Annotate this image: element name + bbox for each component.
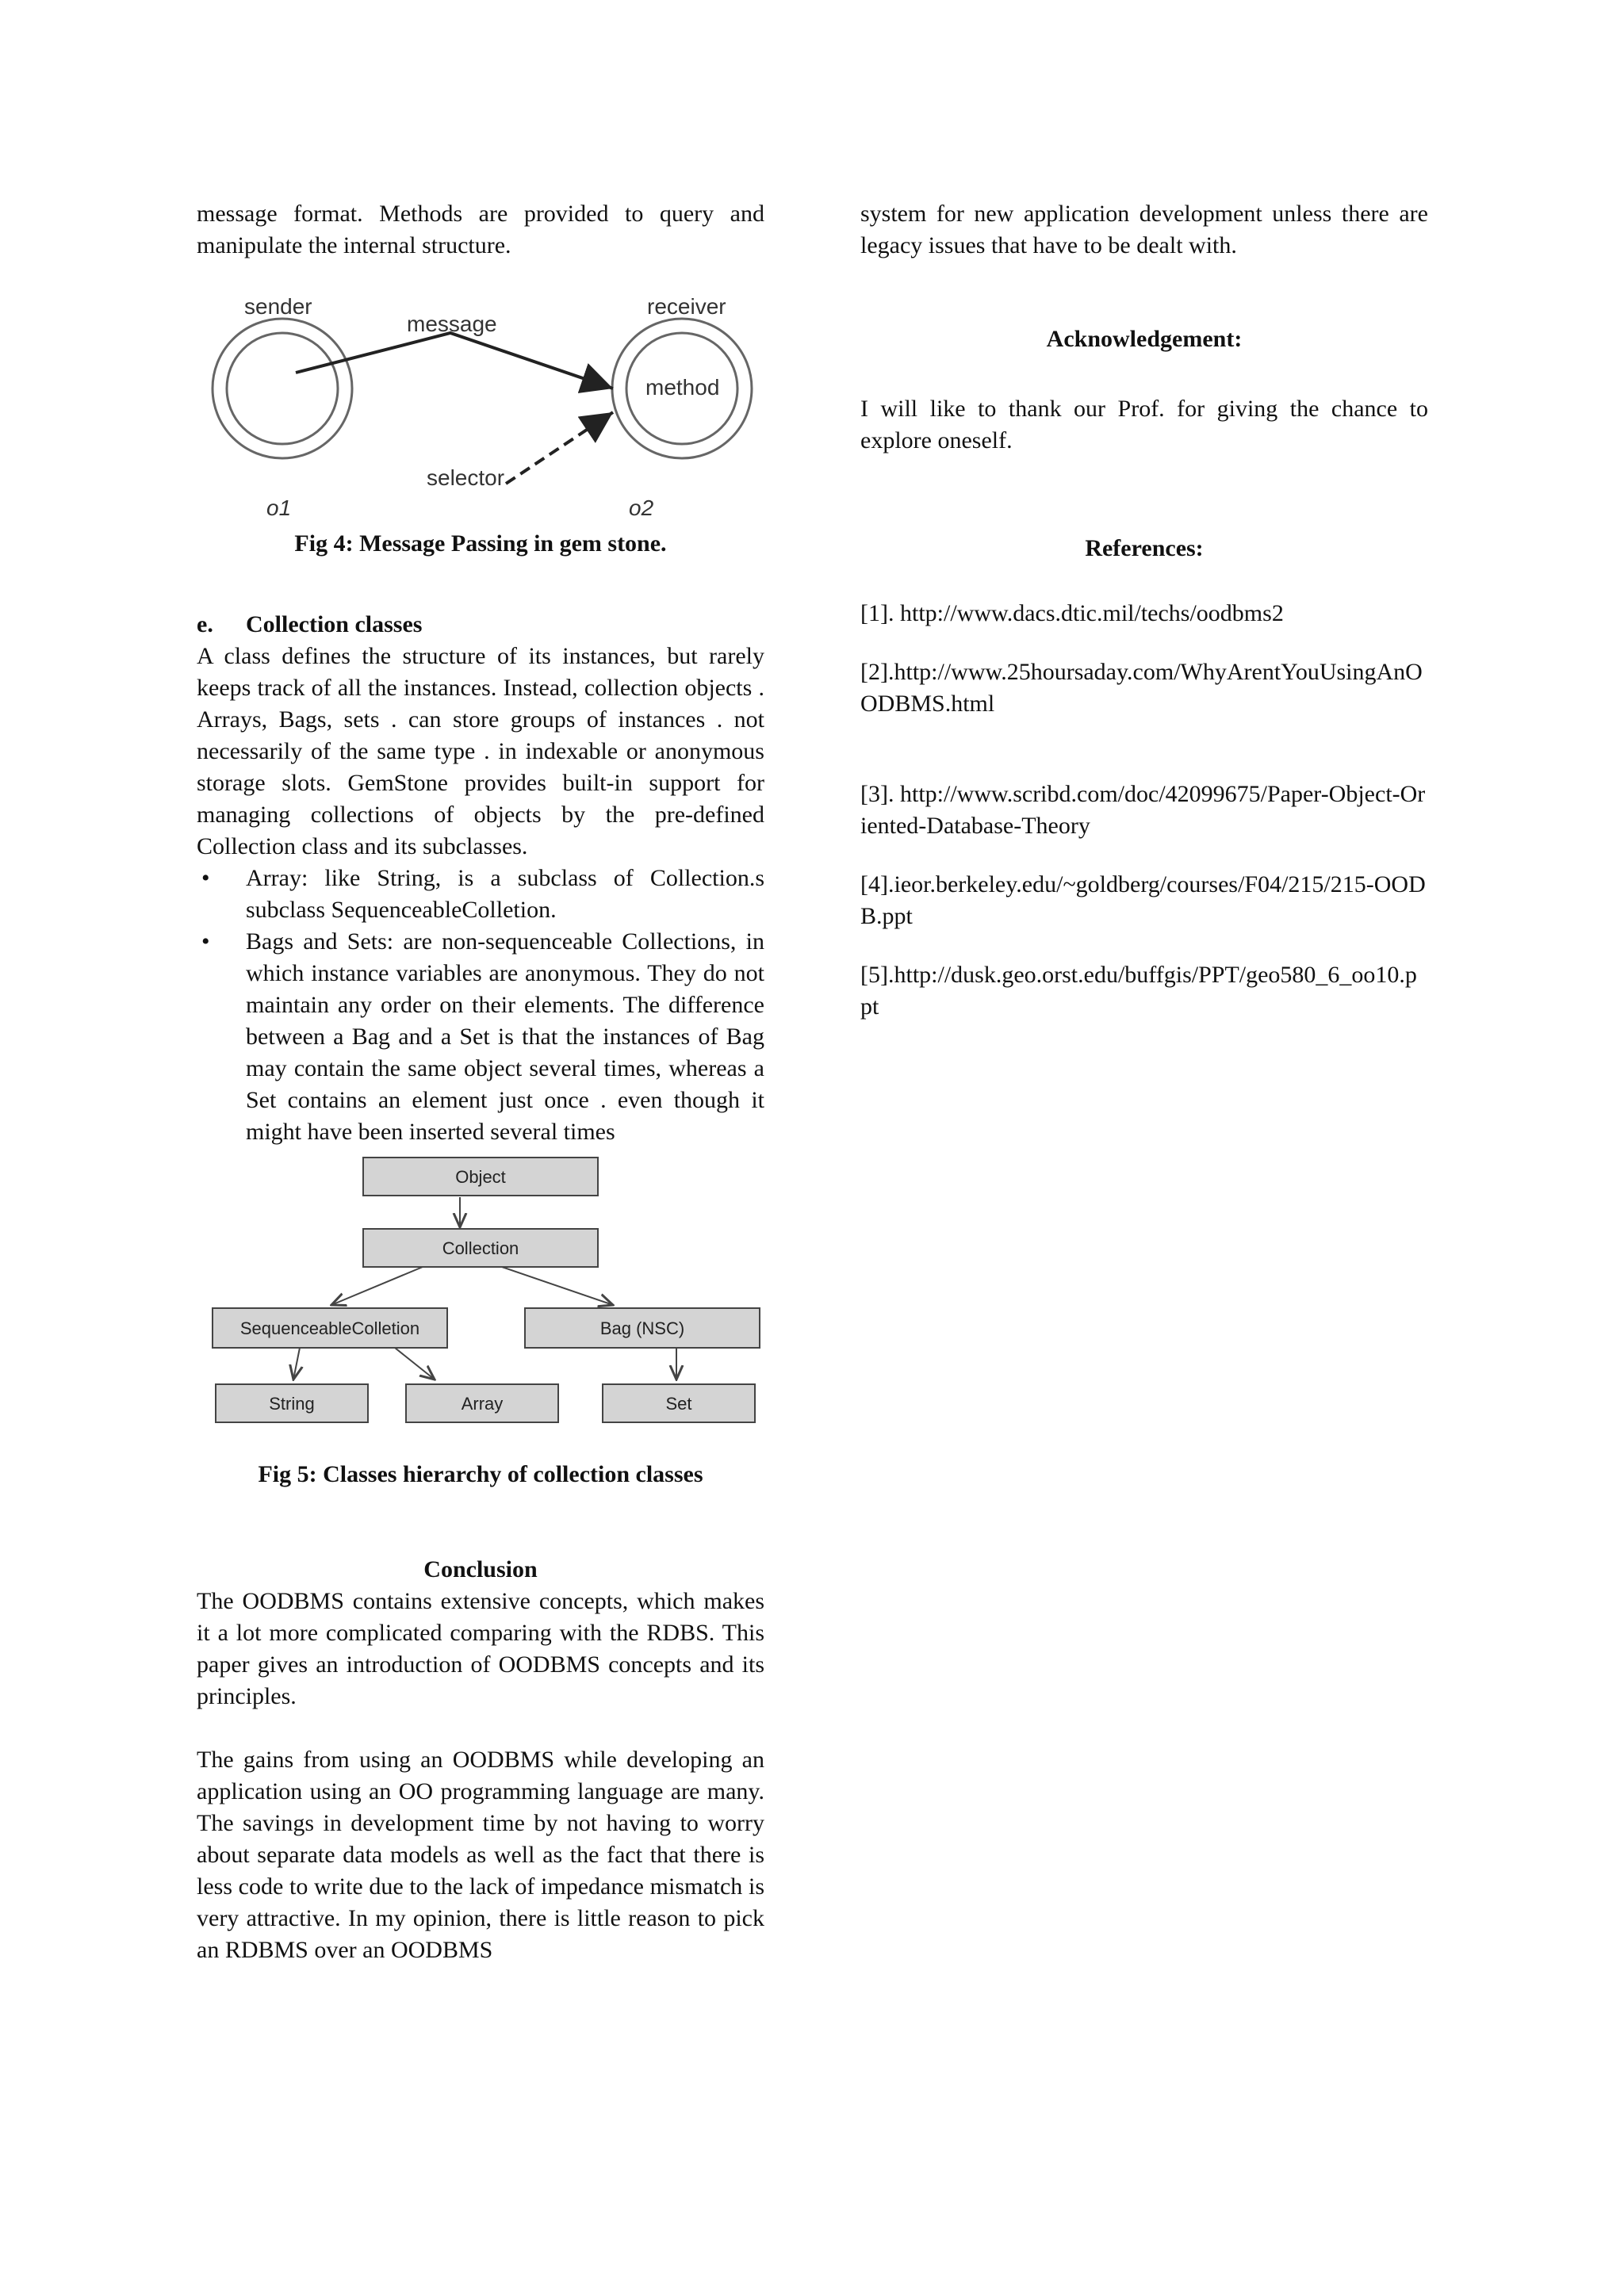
conclusion-paragraph-2: The gains from using an OODBMS while developing an application using an OO programming language are many. The savings in development time by not having to worry about separate data models as well as the fact that there is less code to write due to the lack of impedance mismatch is very attractive. In my opinion, there is little reason to pick an RDBMS over an OODBMS [197,1747,764,1963]
sender-label: sender [244,294,312,319]
fig5-class-hierarchy-diagram [197,1156,764,1441]
sender-object-circle [213,319,352,458]
bullet-item-bags-sets: • Bags and Sets: are non-sequenceable Collections, in which instance variables are anonymous. They do not maintain any order on their elements. The difference between a Bag and a Set is that the instances of Bag may contain the same object several times, whereas a Set contains an element just once . even though it might have been inserted several times [197,926,764,1148]
acknowledgement-heading: Acknowledgement: [1046,326,1243,352]
receiver-label: receiver [647,294,726,319]
reference-item-1: [1]. http://www.dacs.dtic.mil/techs/oodbms2 [860,600,1284,626]
section-e-bullet-list [197,863,764,1148]
node-sequenceable-label: SequenceableColletion [239,1318,420,1338]
reference-item-4: [4].ieor.berkeley.edu/~goldberg/courses/F04/215/215-OODB.ppt [860,871,1426,929]
intro-paragraph: message format. Methods are provided to query and manipulate the internal structure. [197,201,764,258]
edge-sequenceable-array [395,1348,435,1380]
edge-collection-bag [502,1267,613,1305]
bullet-item-array: • Array: like String, is a subclass of Collection.s subclass SequenceableColletion. [197,863,764,926]
right-column [860,198,1428,1023]
message-label: message [407,312,497,336]
left-column [197,198,764,1966]
reference-item-5: [5].http://dusk.geo.orst.edu/buffgis/PPT/geo580_6_oo10.ppt [860,962,1417,1020]
method-label: method [645,375,720,400]
node-bag-label: Bag (NSC) [599,1318,685,1338]
references-heading: References: [1085,535,1204,561]
node-string-label: String [269,1394,315,1414]
reference-item-3: [3]. http://www.scribd.com/doc/42099675/Paper-Object-Oriented-Database-Theory [860,781,1426,839]
selector-label: selector [427,465,505,490]
node-set-label: Set [665,1394,692,1414]
section-e-title: Collection classes [246,611,423,637]
edge-collection-sequenceable [331,1267,423,1305]
reference-item-2: [2].http://www.25hoursaday.com/WhyArentYouUsingAnOODBMS.html [860,659,1423,717]
fig4-message-passing-diagram [197,285,764,523]
selector-arrow [506,412,613,484]
edge-sequenceable-string [293,1348,300,1380]
node-object-label: Object [455,1167,506,1187]
section-e-number: e. [197,611,213,637]
fig4-caption: Fig 4: Message Passing in gem stone. [294,530,667,557]
node-collection-label: Collection [442,1238,519,1258]
conclusion-heading: Conclusion [423,1556,538,1582]
acknowledgement-body: I will like to thank our Prof. for giving the chance to explore oneself. [860,396,1428,453]
fig5-caption: Fig 5: Classes hierarchy of collection classes [258,1461,703,1487]
references-list [860,598,1428,1023]
node-array-label: Array [461,1394,504,1414]
conclusion-paragraph-1: The OODBMS contains extensive concepts, which makes it a lot more complicated comparing with the RDBS. This paper gives an introduction of OODBMS concepts and its principles. [197,1588,764,1709]
o1-label: o1 [266,496,292,520]
o2-label: o2 [629,496,654,520]
message-arrow [296,333,613,388]
continued-paragraph: system for new application development unless there are legacy issues that have to be dealt with. [860,201,1428,258]
section-e-body: A class defines the structure of its instances, but rarely keeps track of all the instances. Instead, collection objects . Arrays, Bags, sets . can store groups of instances . not necessarily of the same type . in indexable or anonymous storage slots. GemStone provides built-in support for managing collections of objects by the pre-defined Collection class and its subclasses. [197,643,764,859]
section-e-heading [197,609,764,641]
